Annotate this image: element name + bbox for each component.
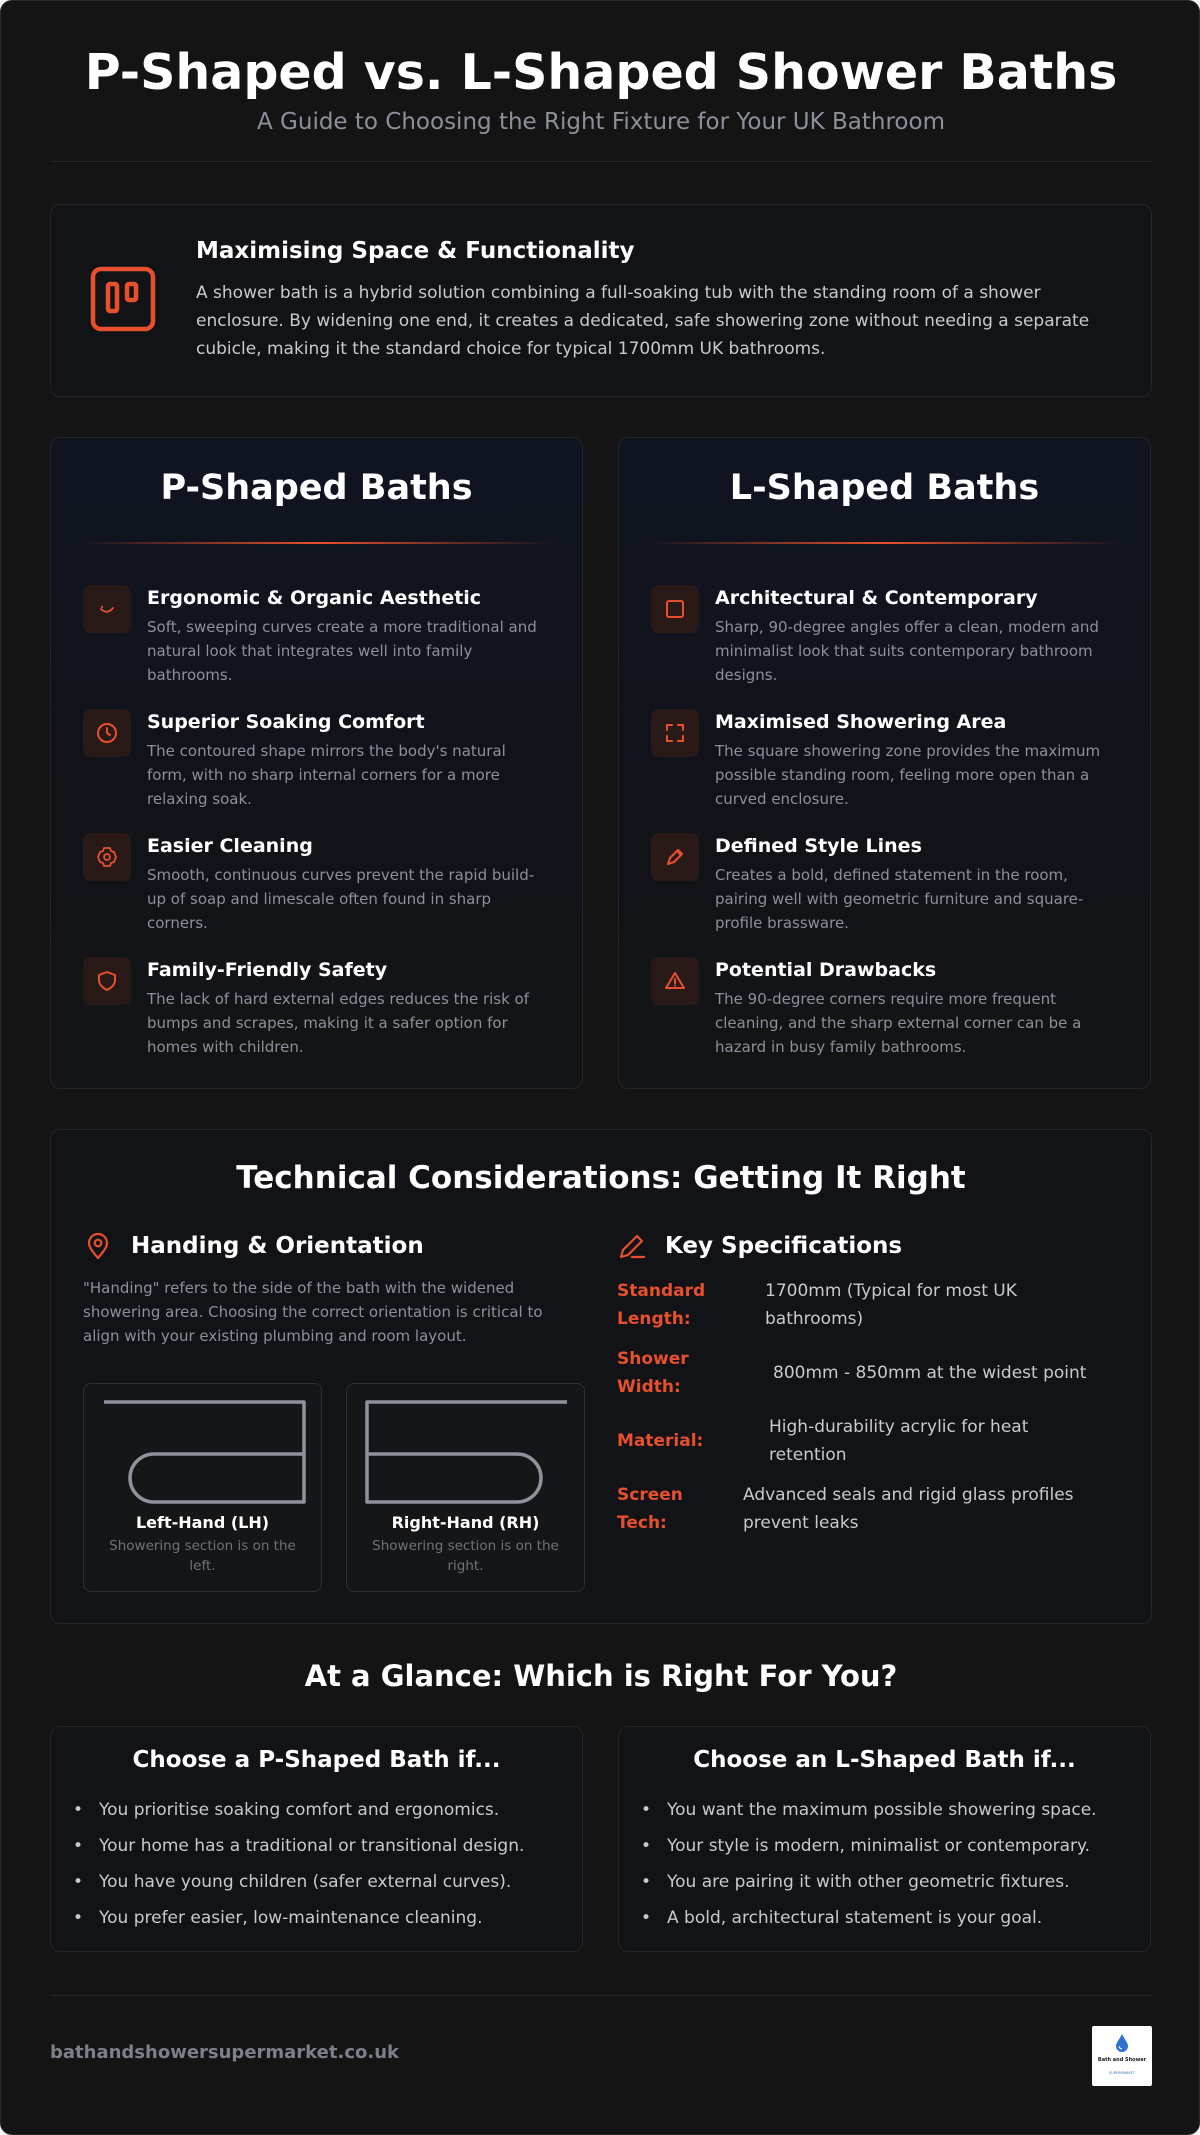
spec-value-width: 800mm - 850mm at the widest point [773,1363,1087,1383]
left-hand-bath-outline [102,1400,306,1504]
layout-panel-icon [89,265,157,333]
spec-label-width: Shower Width: [617,1349,689,1397]
p-choice-list [71,1792,576,1936]
list-item: • You are pairing it with other geometric fixtures. [639,1864,1144,1900]
feature-desc: Sharp, 90-degree angles offer a clean, modern and minimalist look that suits contemporary bathroom designs. [715,618,1099,684]
spec-value-length: 1700mm (Typical for most UK bathrooms) [765,1281,1017,1329]
right-hand-caption: Showering section is on the right. [372,1538,559,1574]
l-shaped-divider [649,542,1122,544]
intro-body: A shower bath is a hybrid solution combining a full-soaking tub with the standing room of a shower enclosure. By widening one end, it creates a dedicated, safe showering zone without needing a separate cubicle, making it the standard choice for typical 1700mm UK bathrooms. [196,283,1090,359]
alert-triangle-icon [651,957,699,1005]
left-hand-caption: Showering section is on the left. [109,1538,296,1574]
pen-tool-icon [651,833,699,881]
technical-title: Technical Considerations: Getting It Right [236,1160,966,1196]
handing-desc: "Handing" refers to the side of the bath with the widened showering area. Choosing the correct orientation is critical to align with your existing plumbing and room layout. [83,1279,543,1345]
feature-desc: The square showering zone provides the maximum possible standing room, feeling more open than a curved enclosure. [715,742,1101,808]
intro-panel [50,204,1152,397]
list-item: • You prioritise soaking comfort and ergonomics. [71,1792,576,1828]
maximize-icon [651,709,699,757]
feature-desc: Smooth, continuous curves prevent the rapid build-up of soap and limescale often found in sharp corners. [147,866,535,932]
p-choice-card [50,1726,583,1952]
header [50,41,1152,137]
left-hand-label: Left-Hand (LH) [135,1513,270,1532]
p-shaped-column [50,437,583,1089]
list-item: • Your home has a traditional or transitional design. [71,1828,576,1864]
list-item: • You want the maximum possible showering space. [639,1792,1144,1828]
feature-desc: Soft, sweeping curves create a more traditional and natural look that integrates well into family bathrooms. [147,618,537,684]
feature-title: Potential Drawbacks [715,959,937,981]
list-item: • You prefer easier, low-maintenance cleaning. [71,1900,576,1936]
right-hand-bath-outline [365,1400,569,1504]
spec-label-length: Standard Length: [617,1281,706,1329]
clock-icon [83,709,131,757]
feature-title: Superior Soaking Comfort [147,711,425,733]
spec-value-screen: Advanced seals and rigid glass profiles prevent leaks [743,1485,1074,1533]
feature-desc: Creates a bold, defined statement in the room, pairing well with geometric furniture and square-profile brassware. [715,866,1084,932]
page-title: P-Shaped vs. L-Shaped Shower Baths [84,44,1118,101]
list-item: • A bold, architectural statement is your goal. [639,1900,1144,1936]
shield-icon [83,957,131,1005]
list-item: • Your style is modern, minimalist or contemporary. [639,1828,1144,1864]
intro-title: Maximising Space & Functionality [196,238,635,264]
glance-title: At a Glance: Which is Right For You? [304,1659,898,1693]
feature-desc: The 90-degree corners require more frequent cleaning, and the sharp external corner can be a hazard in busy family bathrooms. [715,990,1082,1056]
page-subtitle: A Guide to Choosing the Right Fixture for Your UK Bathroom [257,109,945,135]
brand-logo [1092,2026,1152,2086]
l-shaped-title: L-Shaped Baths [729,468,1040,508]
feature-title: Family-Friendly Safety [147,959,388,981]
l-choice-list [639,1792,1144,1936]
footer-website-link[interactable]: bathandshowersupermarket.co.uk [50,2042,399,2063]
settings-cog-icon [83,833,131,881]
l-choice-card [618,1726,1151,1952]
l-choice-title: Choose an L-Shaped Bath if... [693,1747,1076,1773]
pencil-icon [617,1231,647,1261]
specs-title: Key Specifications [665,1233,903,1259]
spec-label-screen: Screen Tech: [617,1485,683,1533]
feature-title: Ergonomic & Organic Aesthetic [147,587,482,609]
map-pin-icon [83,1231,113,1261]
handing-title: Handing & Orientation [131,1233,424,1259]
feature-title: Maximised Showering Area [715,711,1007,733]
p-shaped-title: P-Shaped Baths [160,468,473,508]
spec-value-material: High-durability acrylic for heat retention [769,1417,1029,1465]
water-drop-icon [1114,2033,1130,2053]
spec-label-material: Material: [617,1431,704,1451]
feature-title: Easier Cleaning [147,835,313,857]
feature-desc: The lack of hard external edges reduces the risk of bumps and scrapes, making it a safer option for homes with children. [147,990,530,1056]
right-hand-label: Right-Hand (RH) [391,1513,540,1532]
p-choice-title: Choose a P-Shaped Bath if... [132,1747,501,1773]
logo-title: Bath and Shower [1097,2057,1147,2063]
right-hand-diagram [346,1383,585,1592]
square-icon [651,585,699,633]
feature-title: Architectural & Contemporary [715,587,1038,609]
smile-icon [83,585,131,633]
feature-title: Defined Style Lines [715,835,922,857]
p-shaped-divider [81,542,554,544]
feature-desc: The contoured shape mirrors the body's natural form, with no sharp internal corners for a more relaxing soak. [147,742,506,808]
header-divider [50,161,1152,162]
left-hand-diagram [83,1383,322,1592]
l-shaped-column [618,437,1151,1089]
list-item: • You have young children (safer external curves). [71,1864,576,1900]
footer-divider [50,1995,1152,1996]
technical-panel [50,1129,1152,1624]
logo-tagline: SUPERMARKET [1108,2071,1136,2075]
